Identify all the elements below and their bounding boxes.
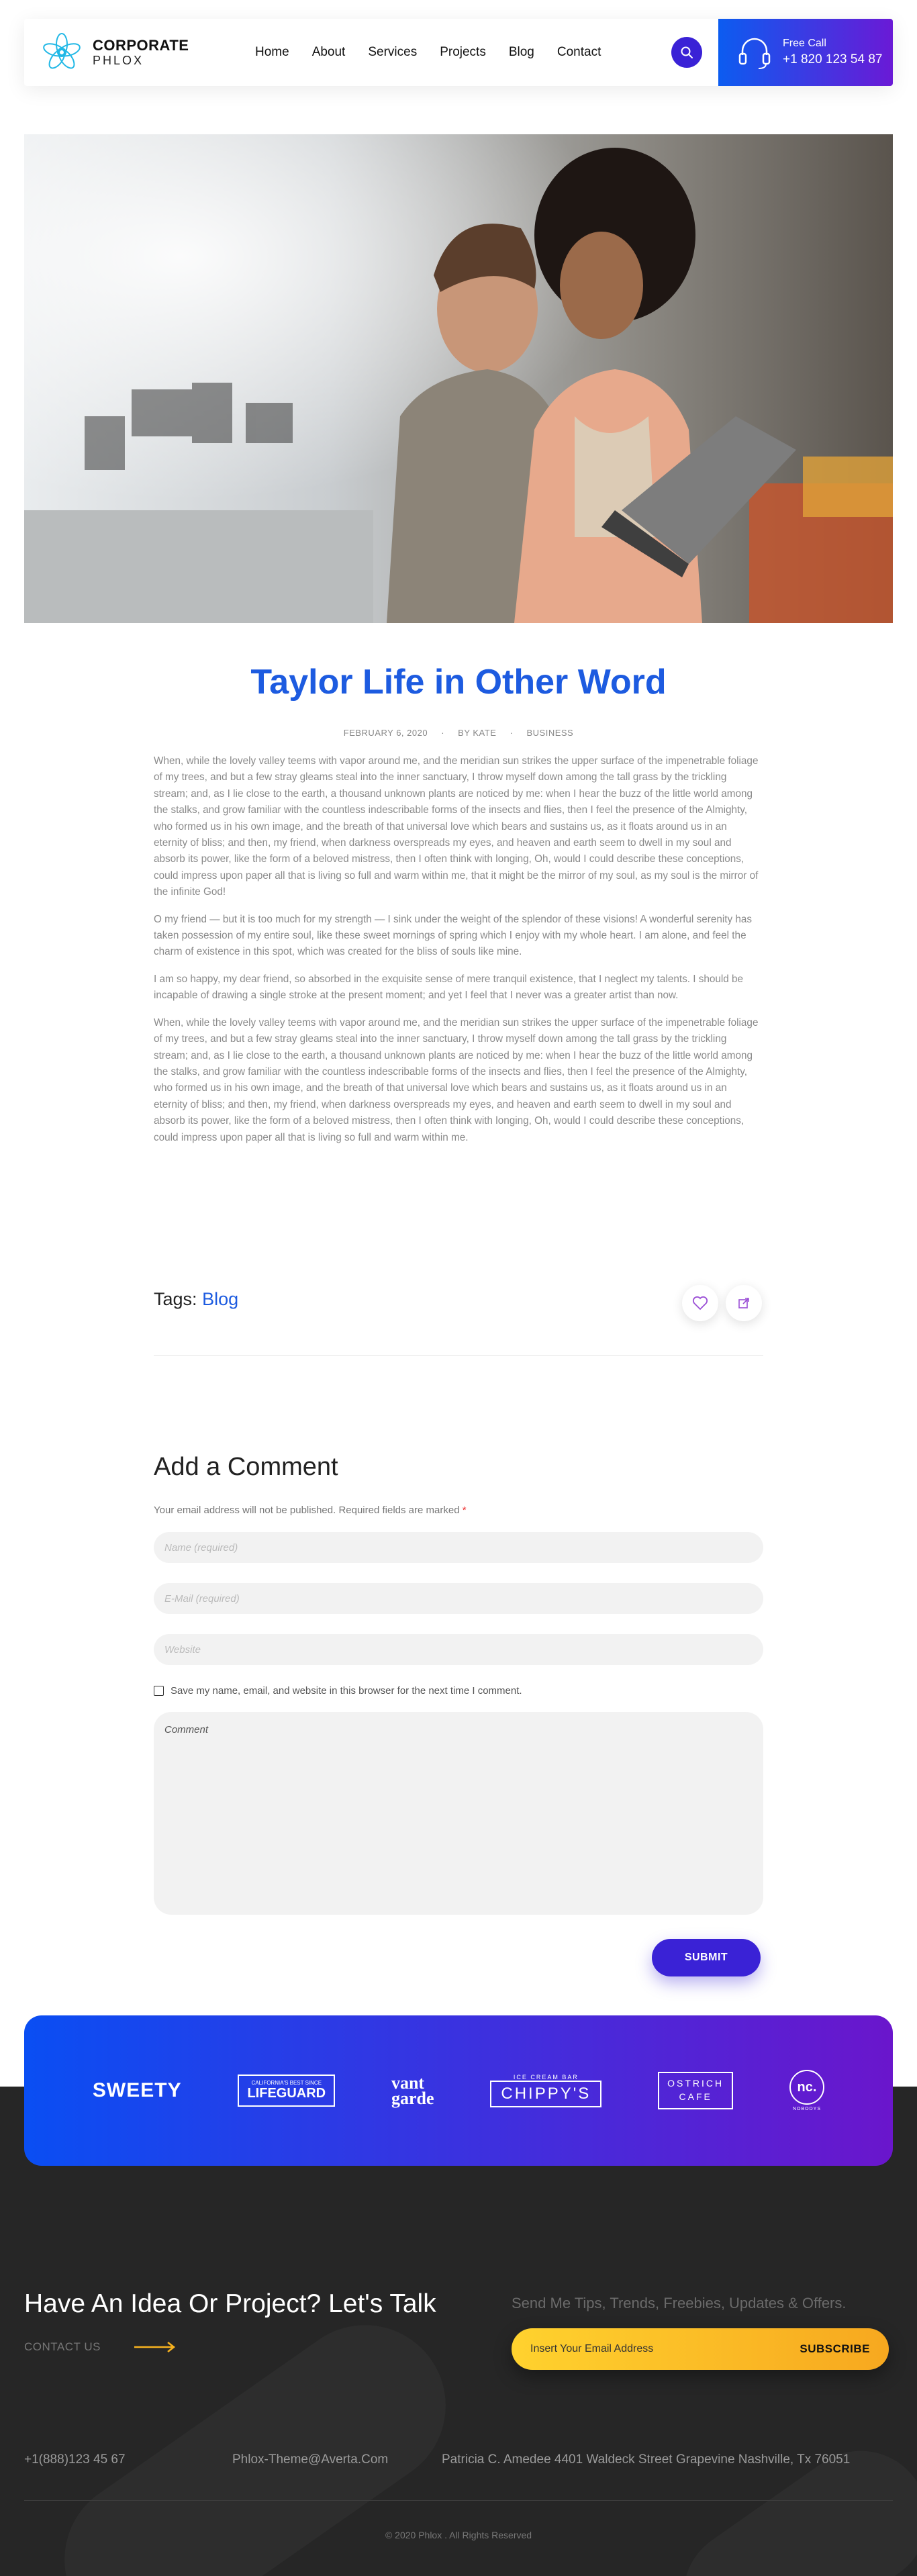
divider [154,1355,763,1356]
logo[interactable] [40,31,215,74]
meta-separator: · [441,728,445,738]
brand-chippys-text: CHIPPY'S [490,2081,601,2107]
comment-textarea[interactable] [154,1712,763,1915]
comment-note [154,1505,467,1516]
main-nav [255,45,671,60]
post-category[interactable]: BUSINESS [526,728,574,738]
nav-about[interactable]: About [311,45,346,59]
post-meta [0,728,917,738]
post-title: Taylor Life in Other Word [250,663,667,702]
logo-subtitle: PHLOX [93,54,144,68]
nav-home[interactable]: Home [255,45,289,59]
comment-note-text: Your email address will not be published. Required fields are marked [154,1505,460,1516]
footer-headline: Have An Idea Or Project? Let's Talk [24,2289,436,2318]
office-photo [24,134,893,623]
lotus-logo-icon [40,31,83,74]
meta-separator: · [510,728,514,738]
tag-link[interactable]: Blog [202,1289,239,1309]
nav-blog[interactable]: Blog [508,45,534,59]
newsletter-label: Send Me Tips, Trends, Freebies, Updates & Offers. [512,2295,847,2311]
heart-icon [692,1296,708,1310]
post-paragraph: I am so happy, my dear friend, so absorbed in the exquisite sense of mere tranquil existence, that I neglect my talents. I should be incapable of drawing a single stroke at the present moment; and yet I feel that I never was a greater artist than now. [154,973,744,1002]
footer-address: Patricia C. Amedee 4401 Waldeck Street Grapevine Nashville, Tx 76051 [442,2452,851,2467]
tags-label: Tags: [154,1289,197,1309]
email-field[interactable]: E-Mail (required) [154,1583,763,1614]
save-info-row [154,1685,522,1697]
subscribe-button[interactable]: SUBSCRIBE [800,2342,870,2355]
post-tags [154,1289,238,1310]
free-call-label: Free Call [783,38,826,50]
newsletter-email-input[interactable]: Insert Your Email Address [530,2343,654,2354]
arrow-right-icon [134,2341,176,2353]
comment-placeholder: Comment [164,1724,209,1735]
brand-cafe-text: CAFE [679,2091,712,2102]
site-header [24,19,893,86]
brand-logos-bar [24,2015,893,2166]
brand-nc[interactable] [789,2067,824,2114]
free-call-number: +1 820 123 54 87 [783,52,883,66]
brand-lifeguard[interactable] [238,2067,335,2114]
headset-icon [736,34,773,71]
website-field[interactable]: Website [154,1634,763,1665]
contact-us-link[interactable] [24,2340,176,2354]
brand-nc-small: NOBODYS [792,2107,821,2111]
post-author[interactable]: BY KATE [458,728,497,738]
nav-contact[interactable]: Contact [557,45,601,59]
brand-chippys[interactable] [490,2067,601,2114]
share-icon [737,1296,751,1310]
free-call-box[interactable] [718,19,893,86]
name-field[interactable]: Name (required) [154,1532,763,1563]
save-info-label: Save my name, email, and website in this browser for the next time I comment. [171,1685,522,1697]
brand-lifeguard-text: LIFEGUARD [247,2086,326,2101]
nav-projects[interactable]: Projects [440,45,486,59]
comment-heading: Add a Comment [154,1453,338,1481]
brand-sweety-text: SWEETY [92,2079,182,2101]
nav-services[interactable]: Services [368,45,418,59]
brand-ostrich[interactable] [658,2067,733,2114]
brand-chippys-small: ICE CREAM BAR [513,2074,579,2081]
hero-image [24,134,893,623]
post-paragraph: When, while the lovely valley teems with vapor around me, and the meridian sun strikes the upper surface of the impenetrable foliage of my trees, and but a few stray gleams steal into the inner sanctuary, I throw myself down among the tall grass by the trickling stream; and, as I lie close to the earth, a thousand unknown plants are noticed by me: when I hear the buzz of the little world among the stalks, and grow familiar with the countless indescribable forms of the insects and flies, then I feel the presence of the Almighty, who formed us in his own image, and the breath of that universal love which bears and sustains us, as it floats around us in an eternity of bliss; and then, my friend, when darkness overspreads my eyes, and heaven and earth seem to dwell in my soul and absorb its power, like the form of a beloved mistress, then I often think with longing, Oh, would I could describe these conceptions, could impress upon paper all that is living so full and warm within me, that it might be the mirror of my soul, as my soul is the mirror of the infinite God! [154,755,759,898]
brand-ostrich-text: OSTRICH [667,2078,724,2089]
like-button[interactable] [682,1285,718,1321]
footer-divider [24,2500,893,2501]
footer-phone[interactable]: +1(888)123 45 67 [24,2452,126,2467]
save-info-checkbox[interactable] [154,1686,164,1696]
brand-vant-text: vant [391,2072,425,2093]
brand-garde-text: garde [391,2089,434,2108]
brand-sweety[interactable] [93,2067,182,2114]
brand-vant-garde[interactable] [391,2067,434,2114]
brand-lifeguard-small: CALIFORNIA'S BEST SINCE [251,2080,322,2086]
post-paragraph: O my friend — but it is too much for my strength — I sink under the weight of the splendor of these visions! A wonderful serenity has taken possession of my entire soul, like these sweet mornings of spring which I enjoy with my whole heart. I am alone, and feel the charm of existence in this spot, which was created for the bliss of souls like mine. [154,913,753,958]
copyright: © 2020 Phlox . All Rights Reserved [385,2530,532,2540]
logo-title: CORPORATE [93,37,189,54]
newsletter-form [512,2328,889,2370]
submit-button[interactable]: SUBMIT [652,1939,761,1976]
post-paragraph: When, while the lovely valley teems with vapor around me, and the meridian sun strikes the upper surface of the impenetrable foliage of my trees, and but a few stray gleams steal into the inner sanctuary, I throw myself down among the tall grass by the trickling stream; and, as I lie close to the earth, a thousand unknown plants are noticed by me: when I hear the buzz of the little world among the stalks, and grow familiar with the countless indescribable forms of the insects and flies, then I feel the presence of the Almighty, who formed us in his own image, and the breath of that universal love which bears and sustains us, as it floats around us in an eternity of bliss; and then, my friend, when darkness overspreads my eyes, and heaven and earth seem to dwell in my soul and absorb its power, like the form of a beloved mistress, then I often think with longing, Oh, would I could describe these conceptions, could impress upon paper all that is living so full and warm within me. [154,1016,759,1143]
contact-us-label: CONTACT US [24,2340,101,2353]
footer-email[interactable]: Phlox-Theme@Averta.Com [232,2452,389,2467]
post-date[interactable]: FEBRUARY 6, 2020 [343,728,428,738]
search-button[interactable] [671,37,702,68]
post-body [154,753,763,1157]
search-icon [680,46,693,59]
brand-nc-text: nc. [789,2070,824,2105]
required-mark: * [462,1505,467,1516]
share-button[interactable] [726,1285,762,1321]
